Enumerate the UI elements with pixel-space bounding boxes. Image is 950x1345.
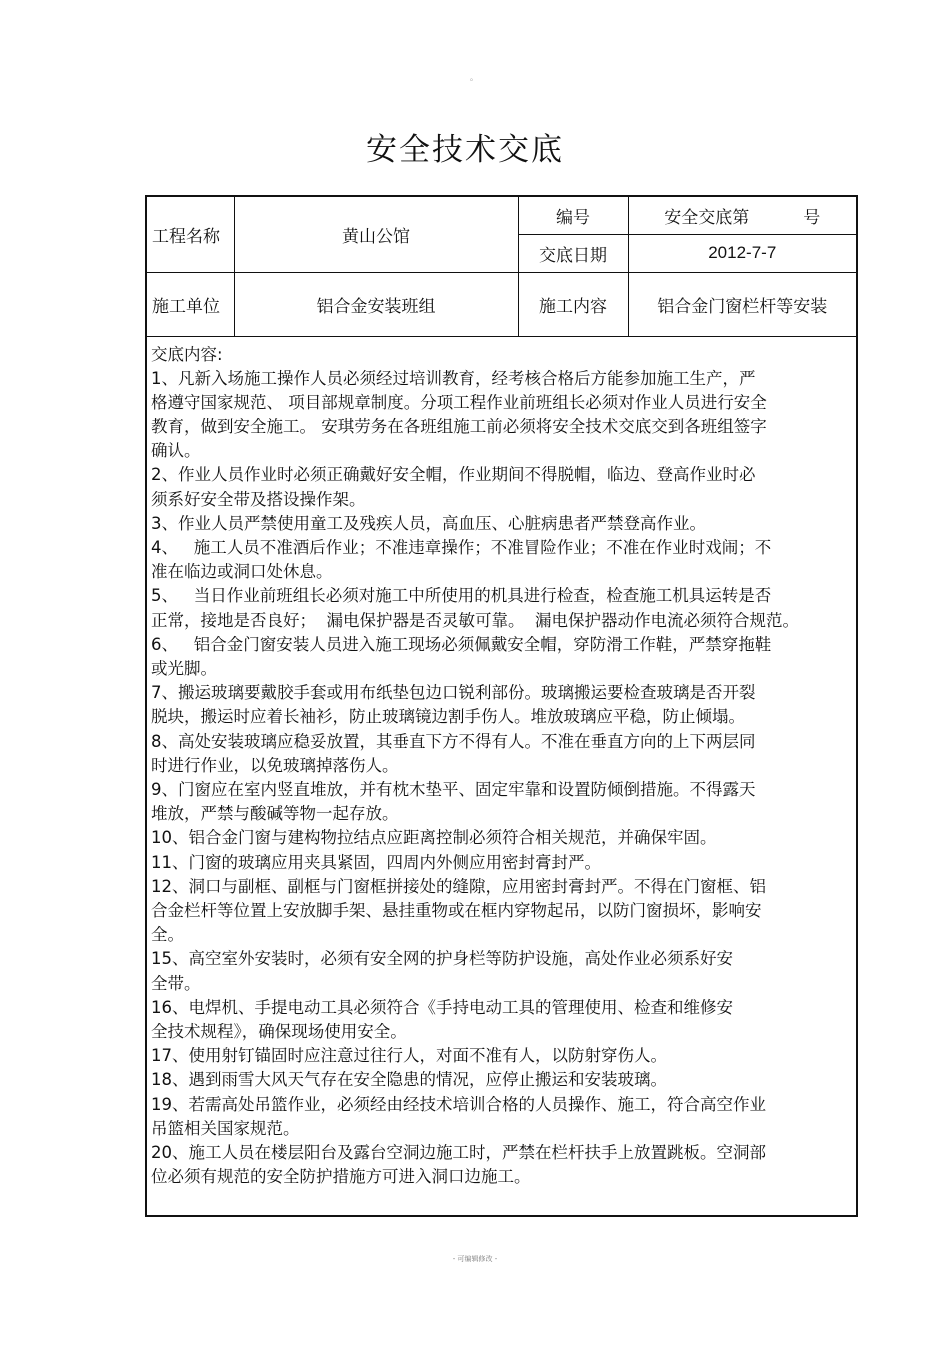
content-item-line: 或光脚。 [151, 658, 217, 678]
content-item-line: 须系好安全带及搭设操作架。 [151, 489, 366, 509]
content-item [151, 512, 852, 536]
content-item-line: 17、使用射钉锚固时应注意过往行人，对面不准有人，以防射穿伤人。 [151, 1046, 667, 1066]
content-item [151, 851, 852, 875]
unit-value: 铝合金安装班组 [234, 272, 518, 336]
content-item-line: 19、若需高处吊篮作业，必须经由经技术培训合格的人员操作、施工，符合高空作业 [151, 1094, 766, 1114]
content-item-line: 18、遇到雨雪大风天气存在安全隐患的情况，应停止搬运和安装玻璃。 [151, 1070, 667, 1090]
content-item-line: 9、门窗应在室内竖直堆放，并有枕木垫平、固定牢靠和设置防倾倒措施。不得露天 [151, 779, 756, 799]
content-item-line: 12、洞口与副框、副框与门窗框拼接处的缝隙，应用密封膏封严。不得在门窗框、铝 [151, 876, 766, 896]
project-name-value: 黄山公馆 [234, 196, 518, 272]
content-item-line: 15、高空室外安装时，必须有安全网的护身栏等防护设施，高处作业必须系好安 [151, 949, 733, 969]
content-item-line: 3、作业人员严禁使用童工及残疾人员，高血压、心脏病患者严禁登高作业。 [151, 513, 706, 533]
content-item-line: 确认。 [151, 441, 201, 461]
content-item-line: 脱块，搬运时应着长袖衫，防止玻璃镜边割手伤人。堆放玻璃应平稳，防止倾塌。 [151, 707, 745, 727]
content-item-line: 格遵守国家规范、 项目部规章制度。分项工程作业前班组长必须对作业人员进行安全 [151, 392, 767, 412]
content-item-line: 11、门窗的玻璃应用夹具紧固，四周内外侧应用密封膏封严。 [151, 852, 601, 872]
content-item-line: 5、 当日作业前班组长必须对施工中所使用的机具进行检查，检查施工机具运转是否 [151, 586, 772, 606]
content-item-line: 7、搬运玻璃要戴胶手套或用布纸垫包边口锐利部份。玻璃搬运要检查玻璃是否开裂 [151, 683, 756, 703]
content-item [151, 681, 852, 729]
content-item-line: 正常，接地是否良好； 漏电保护器是否灵敏可靠。 漏电保护器动作电流必须符合规范。 [151, 610, 799, 630]
content-item-line: 6、 铝合金门窗安装人员进入施工现场必须佩戴安全帽，穿防滑工作鞋，严禁穿拖鞋 [151, 634, 772, 654]
date-label: 交底日期 [518, 234, 628, 272]
content-item-line: 全技术规程》，确保现场使用安全。 [151, 1021, 407, 1041]
content-item [151, 633, 852, 681]
content-item-line: 合金栏杆等位置上安放脚手架、悬挂重物或在框内穿物起吊，以防门窗损坏，影响安 [151, 900, 762, 920]
content-item-line: 8、高处安装玻璃应稳妥放置，其垂直下方不得有人。不准在垂直方向的上下两层同 [151, 731, 756, 751]
content-item-line: 位必须有规范的安全防护措施方可进入洞口边施工。 [151, 1167, 531, 1187]
content-item-line: 4、 施工人员不准酒后作业；不准违章操作；不准冒险作业；不准在作业时戏闹；不 [151, 537, 772, 557]
content-item-line: 堆放，严禁与酸碱等物一起存放。 [151, 804, 399, 824]
content-item-line: 准在临边或洞口处休息。 [151, 562, 333, 582]
content-item [151, 463, 852, 511]
date-value: 2012-7-7 [628, 234, 857, 272]
content-item-line: 1、凡新入场施工操作人员必须经过培训教育，经考核合格后方能参加施工生产，严 [151, 368, 756, 388]
content-value: 铝合金门窗栏杆等安装 [628, 272, 857, 336]
content-item [151, 1044, 852, 1068]
content-item [151, 826, 852, 850]
number-value: 安全交底第 号 [628, 196, 857, 234]
page-footer: - 可编辑修改 - [452, 1255, 498, 1263]
content-item [151, 367, 852, 464]
disclosure-table [145, 195, 858, 1217]
content-item-line: 2、作业人员作业时必须正确戴好安全帽，作业期间不得脱帽，临边、登高作业时必 [151, 465, 756, 485]
content-item [151, 1141, 852, 1189]
content-item-line: 20、施工人员在楼层阳台及露台空洞边施工时，严禁在栏杆扶手上放置跳板。空洞部 [151, 1143, 766, 1162]
content-body [146, 336, 857, 1216]
content-item [151, 584, 852, 632]
top-mark: 。 [470, 73, 478, 82]
content-item [151, 996, 852, 1044]
content-item [151, 875, 852, 948]
number-label: 编号 [518, 196, 628, 234]
content-item-line: 10、铝合金门窗与建构物拉结点应距离控制必须符合相关规范，并确保牢固。 [151, 828, 717, 848]
project-name-label: 工程名称 [146, 196, 234, 272]
page-title: 安全技术交底 [366, 132, 564, 168]
content-item-line: 16、电焊机、手提电动工具必须符合《手持电动工具的管理使用、检查和维修安 [151, 997, 733, 1017]
content-item [151, 1068, 852, 1092]
content-item-line: 教育，做到安全施工。 安琪劳务在各班组施工前必须将安全技术交底交到各班组签字 [151, 416, 767, 436]
content-item [151, 536, 852, 584]
content-item [151, 947, 852, 995]
content-item-line: 全。 [151, 925, 184, 945]
content-items [151, 367, 852, 1190]
content-item-line: 吊篮相关国家规范。 [151, 1118, 300, 1138]
unit-label: 施工单位 [146, 272, 234, 336]
content-heading: 交底内容: [151, 344, 223, 364]
content-label: 施工内容 [518, 272, 628, 336]
content-item-line: 全带。 [151, 973, 201, 993]
content-item [151, 730, 852, 778]
content-item [151, 778, 852, 826]
content-item [151, 1093, 852, 1141]
content-item-line: 时进行作业，以免玻璃掉落伤人。 [151, 755, 399, 775]
